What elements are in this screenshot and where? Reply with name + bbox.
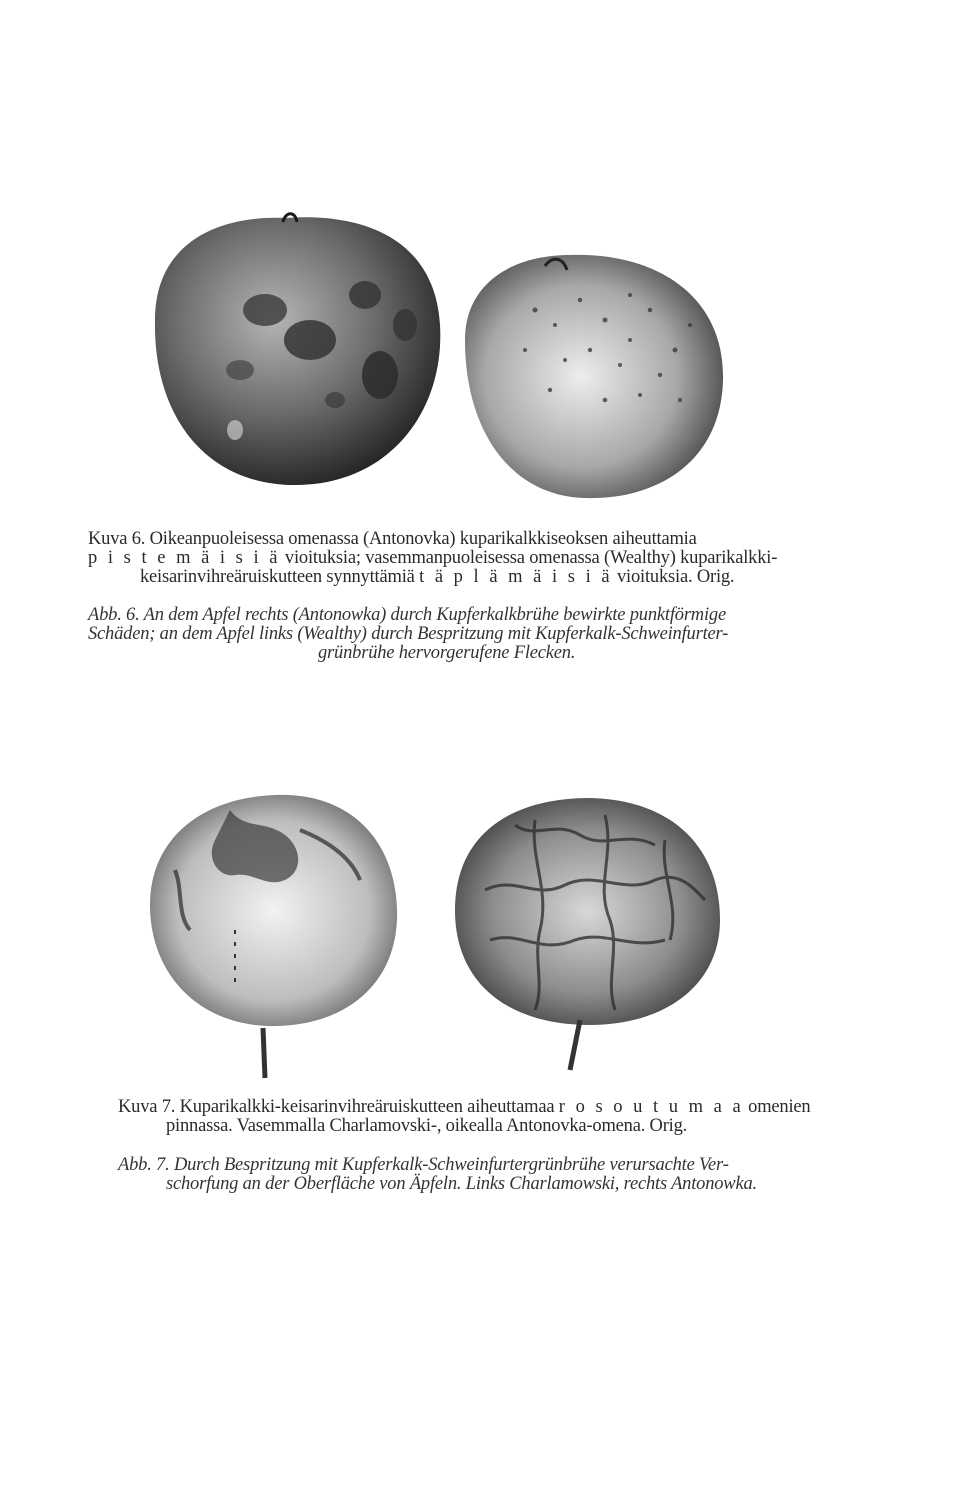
apple-antonovka-figure7: [455, 798, 720, 1070]
figure-6-caption-german: [88, 606, 888, 663]
spaced-term: p i s t e m ä i s i ä: [88, 548, 281, 568]
caption-line: pinnassa. Vasemmalla Charlamovski-, oikealla Antonovka-omena. Orig.: [166, 1116, 688, 1136]
caption-line: Kuva 6. Oikeanpuoleisessa omenassa (Antonovka) kuparikalkkiseoksen aiheuttamia: [88, 529, 697, 549]
caption-line: [88, 568, 888, 587]
caption-line: Abb. 7. Durch Bespritzung mit Kupferkalk-Schweinfurtergrünbrühe verursachte Ver-: [118, 1155, 729, 1175]
caption-text: vioituksia. Orig.: [612, 567, 735, 587]
figure-7-caption-finnish: [118, 1098, 898, 1136]
caption-line: Schäden; an dem Apfel links (Wealthy) durch Bespritzung mit Kupferkalk-Schweinfurter-: [88, 624, 729, 644]
figure-7-caption-german: [118, 1156, 898, 1194]
caption-line: Abb. 6. An dem Apfel rechts (Antonowka) durch Kupferkalkbrühe bewirkte punktförmige: [88, 605, 726, 625]
figure-6-photo: [135, 200, 735, 510]
figure-6-caption-finnish: [88, 530, 888, 587]
caption-text: vioituksia; vasemmanpuoleisessa omenassa (Wealthy) kuparikalkki-: [280, 548, 778, 568]
caption-line: [118, 1098, 898, 1117]
spaced-term: r o s o u t u m a a: [558, 1097, 744, 1117]
apple-antonovka-figure6: [465, 255, 723, 498]
caption-line: [88, 549, 888, 568]
caption-text: keisarinvihreäruiskutteen synnyttämiä: [140, 567, 420, 587]
caption-line: schorfung an der Oberfläche von Äpfeln. Links Charlamowski, rechts Antonowka.: [166, 1174, 757, 1194]
apple-wealthy-figure6: [155, 214, 440, 485]
apple-charlamovski-figure7: [150, 795, 397, 1078]
spaced-term: t ä p l ä m ä i s i ä: [419, 567, 613, 587]
caption-text: omenien: [743, 1097, 811, 1117]
caption-line: grünbrühe hervorgerufene Flecken.: [318, 643, 576, 663]
caption-text: Kuva 7. Kuparikalkki-keisarinvihreäruiskutteen aiheuttamaa: [118, 1097, 559, 1117]
figure-7-photo: [135, 780, 735, 1080]
